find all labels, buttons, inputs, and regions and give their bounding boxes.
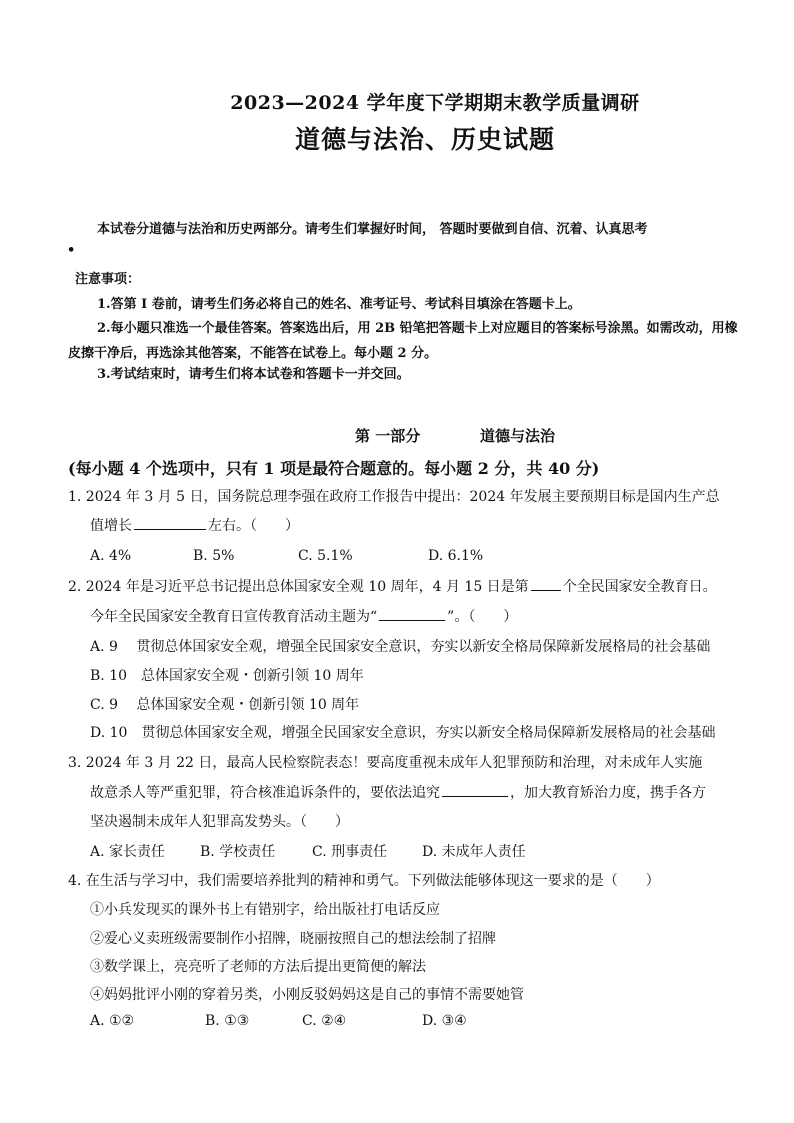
q2-option-c: C. 9 总体国家安全观・创新引领 10 周年 [90, 697, 360, 713]
q2-text-c: 今年全民国家安全教育日宣传教育活动主题为“ [90, 609, 378, 625]
q1-text-a: 值增长 [90, 518, 132, 534]
q4-option-b: B. ①③ [205, 1013, 250, 1029]
answer-blank [531, 589, 561, 591]
q3-text-b: ，加大教育矫治力度，携手各方 [510, 785, 706, 801]
question-2-stem-2 [90, 606, 517, 626]
q2-option-b: B. 10 总体国家安全观・创新引领 10 周年 [90, 668, 364, 684]
q4-item-2: ②爱心义卖班级需要制作小招牌，晓丽按照自己的想法绘制了招牌 [90, 931, 496, 947]
intro-text: 本试卷分道德与法治和历史两部分。请考生们掌握好时间， 答题时要做到自信、沉着、认真思考 [97, 222, 648, 237]
notice-item-3: 3.考试结束时，请考生们将本试卷和答题卡一并交回。 [97, 367, 410, 382]
answer-blank [134, 528, 206, 530]
q2-option-d: D. 10 贯彻总体国家安全观，增强全民国家安全意识，夯实以新安全格局保障新发展格局的社会基础 [90, 725, 716, 741]
q1-option-b: B. 5% [193, 548, 235, 564]
part-instruction: (每小题 4 个选项中，只有 1 项是最符合题意的。每小题 2 分，共 40 分) [68, 459, 600, 478]
intro-bullet: • [67, 243, 76, 258]
q3-text-a: 故意杀人等严重犯罪，符合核准追诉条件的，要依法追究 [90, 785, 440, 801]
q2-option-a: A. 9 贯彻总体国家安全观，增强全民国家安全意识，夯实以新安全格局保障新发展格局的社会基础 [90, 639, 711, 655]
q4-option-a: A. ①② [90, 1013, 135, 1029]
q2-text-d: ”。（ ） [447, 609, 518, 625]
answer-blank [442, 795, 508, 797]
q3-option-b: B. 学校责任 [200, 844, 276, 860]
q3-option-d: D. 未成年人责任 [422, 844, 526, 860]
notice-heading: 注意事项： [75, 272, 141, 287]
question-2-stem [68, 576, 717, 596]
q1-text-b: 左右。（ ） [208, 518, 299, 534]
q1-option-d: D. 6.1% [428, 548, 484, 564]
q3-option-c: C. 刑事责任 [312, 844, 388, 860]
notice-item-2: 2.每小题只准选一个最佳答案。答案选出后，用 2B 铅笔把答题卡上对应题目的答案标号涂黑。如需改动，用橡 [97, 321, 738, 336]
part-label: 第 一部分 [355, 427, 421, 445]
q4-item-3: ③数学课上，亮亮听了老师的方法后提出更简便的解法 [90, 959, 426, 975]
question-1-stem-2 [90, 515, 299, 535]
q4-item-1: ①小兵发现买的课外书上有错别字，给出版社打电话反应 [90, 902, 440, 918]
question-3-stem: 3. 2024 年 3 月 22 日，最高人民检察院表态！要高度重视未成年人犯罪预防和治理，对未成年人实施 [68, 755, 703, 771]
exam-title: 2023—2024 学年度下学期期末教学质量调研 [230, 92, 640, 114]
question-3-stem-2 [90, 782, 706, 802]
q1-option-a: A. 4% [90, 548, 132, 564]
notice-item-2-cont: 皮擦干净后，再选涂其他答案，不能答在试卷上。每小题 2 分。 [68, 346, 438, 361]
answer-blank [379, 619, 445, 621]
q3-option-a: A. 家长责任 [90, 844, 166, 860]
question-3-stem-3: 坚决遏制未成年人犯罪高发势头。（ ） [90, 814, 349, 830]
q4-item-4: ④妈妈批评小刚的穿着另类，小刚反驳妈妈这是自己的事情不需要她管 [90, 987, 524, 1003]
exam-subject: 道德与法治、历史试题 [294, 125, 555, 154]
part-name: 道德与法治 [480, 427, 556, 445]
question-4-stem: 4. 在生活与学习中，我们需要培养批判的精神和勇气。下列做法能够体现这一要求的是（ ） [68, 873, 660, 889]
q4-option-c: C. ②④ [302, 1013, 347, 1029]
q4-option-d: D. ③④ [422, 1013, 467, 1029]
q2-text-a: 2. 2024 年是习近平总书记提出总体国家安全观 10 周年，4 月 15 日是第 [68, 579, 529, 595]
question-1-stem: 1. 2024 年 3 月 5 日，国务院总理李强在政府工作报告中提出：2024 年发展主要预期目标是国内生产总 [68, 489, 720, 505]
notice-item-1: 1.答第 I 卷前，请考生们务必将自己的姓名、准考证号、考试科目填涂在答题卡上。 [97, 297, 581, 312]
q2-text-b: 个全民国家安全教育日。 [562, 579, 717, 595]
q1-option-c: C. 5.1% [298, 548, 353, 564]
